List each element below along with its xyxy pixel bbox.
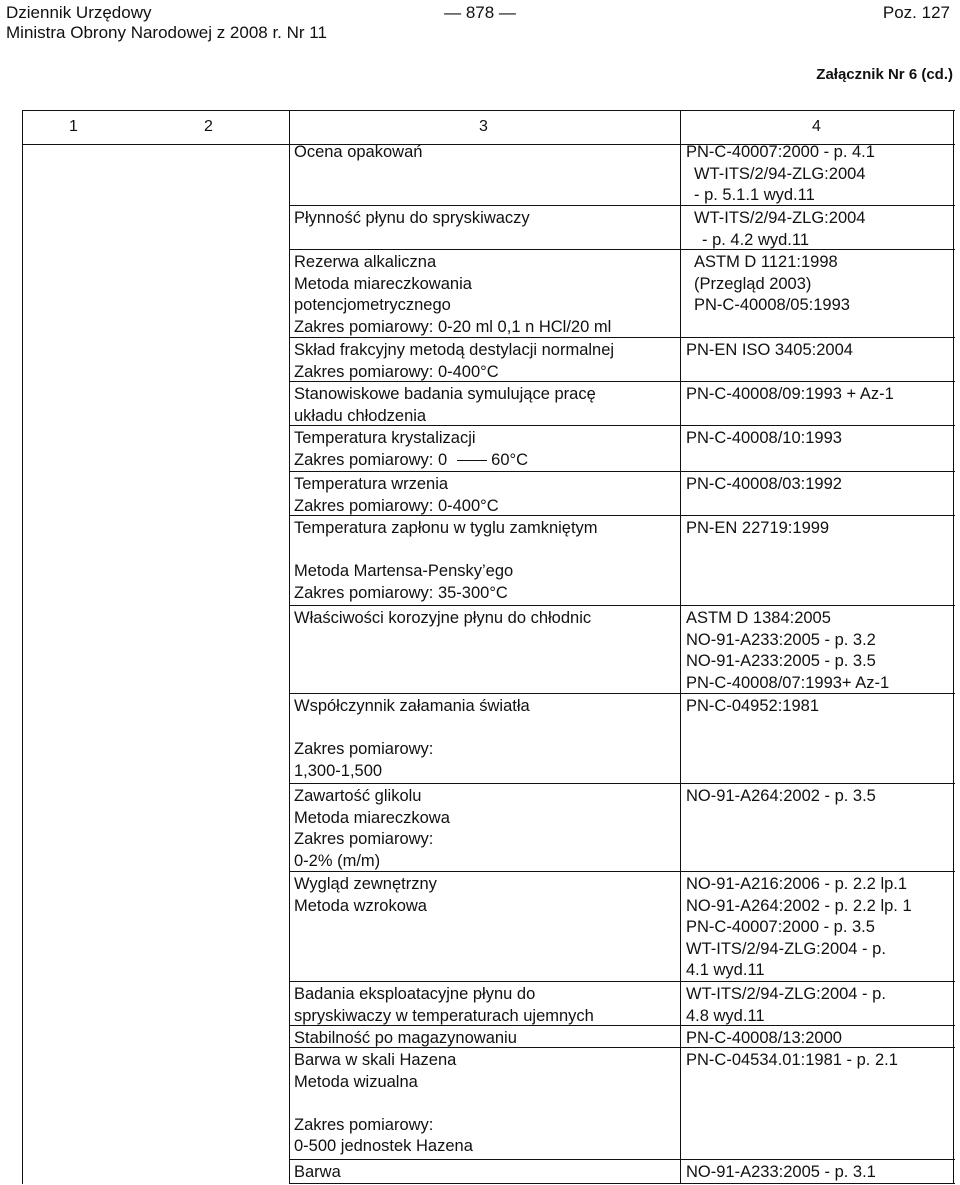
blank-line (294, 1093, 473, 1115)
description-line: Zakres pomiarowy: 0-400°C (294, 496, 499, 515)
test-description-cell (294, 1050, 473, 1158)
standard-line: PN-EN 22719:1999 (686, 519, 830, 537)
column-number-3: 3 (479, 118, 488, 135)
description-line: Rezerwa alkaliczna (294, 253, 437, 271)
range-lower-value: Zakres pomiarowy: 0 (294, 450, 448, 469)
test-description-cell (294, 874, 437, 917)
journal-title: Dziennik Urzędowy (6, 3, 152, 22)
row-separator (289, 871, 955, 872)
description-line: Zawartość glikolu (294, 787, 422, 805)
description-line: Wygląd zewnętrzny (294, 875, 437, 893)
description-line: Właściwości korozyjne płynu do chłodnic (294, 609, 592, 627)
standard-line: PN-C-40008/03:1992 (686, 475, 842, 493)
description-line: Zakres pomiarowy: (294, 830, 434, 848)
standard-line: WT-ITS/2/94-ZLG:2004 - p. (686, 939, 886, 958)
test-description-cell (294, 384, 596, 427)
description-line: 1,300-1,500 (294, 761, 383, 780)
standard-line: ASTM D 1121:1998 (694, 253, 838, 271)
standard-reference-cell (686, 874, 912, 982)
row-separator (289, 425, 955, 426)
description-line: Stabilność po magazynowaniu (294, 1029, 517, 1047)
description-line: Stanowiskowe badania symulujące pracę (294, 385, 596, 403)
standard-reference-cell (686, 608, 889, 694)
test-description-cell (294, 518, 598, 604)
position-number: Poz. 127 (882, 3, 950, 22)
standards-table (22, 110, 955, 1184)
standard-reference-cell (686, 518, 829, 540)
standard-line: NO-91-A216:2006 - p. 2.2 lp.1 (686, 875, 908, 893)
standard-reference-cell (686, 208, 865, 251)
standard-line: PN-C-40008/09:1993 + Az-1 (686, 385, 894, 403)
ministry-line: Ministra Obrony Narodowej z 2008 r. Nr 11 (6, 23, 327, 42)
description-line: Współczynnik załamania światła (294, 697, 530, 715)
standard-line: NO-91-A233:2005 - p. 3.2 (686, 630, 876, 649)
standard-line: PN-C-40008/10:1993 (686, 429, 842, 447)
table-left-border (22, 110, 23, 1184)
description-line: Temperatura zapłonu w tyglu zamkniętym (294, 519, 598, 537)
row-separator (289, 783, 955, 784)
description-line: Metoda wzrokowa (294, 896, 427, 915)
row-separator (289, 1025, 955, 1026)
description-line: układu chłodzenia (294, 406, 427, 425)
row-separator (289, 337, 955, 338)
row-separator (289, 693, 955, 694)
row-separator (289, 1159, 955, 1160)
description-line: Zakres pomiarowy: 0-20 ml 0,1 n HCl/20 ml (294, 317, 612, 336)
standard-line: PN-C-40008/05:1993 (694, 296, 850, 314)
table-right-border (953, 110, 954, 1184)
description-line: Metoda miareczkowania (294, 274, 472, 293)
standard-reference-cell (686, 1162, 876, 1184)
row-separator (289, 205, 955, 206)
description-line: Zakres pomiarowy: (294, 740, 434, 758)
page-number: — 878 — (444, 3, 516, 22)
standard-reference-cell (686, 786, 876, 808)
standard-line: 4.1 wyd.11 (686, 961, 765, 979)
test-description-cell (294, 984, 594, 1027)
description-line: Ocena opakowań (294, 143, 423, 161)
description-line: Metoda miareczkowa (294, 808, 450, 827)
description-line: Temperatura wrzenia (294, 475, 449, 493)
description-line: Metoda Martensa-Pensky’ego (294, 562, 514, 580)
description-line: 0-500 jednostek Hazena (294, 1137, 473, 1155)
test-description-cell (294, 428, 528, 471)
description-line: Skład frakcyjny metodą destylacji normalnej (294, 341, 615, 359)
table-top-border (22, 110, 955, 111)
standard-line: PN-C-40008/07:1993+ Az-1 (686, 673, 890, 692)
description-line: 0-2% (m/m) (294, 851, 381, 870)
standard-line: WT-ITS/2/94-ZLG:2004 (694, 164, 866, 183)
test-description-cell (294, 696, 530, 782)
standard-line: PN-C-40007:2000 - p. 3.5 (686, 918, 875, 936)
standard-reference-cell (686, 1050, 898, 1072)
row-separator (289, 981, 955, 982)
test-description-cell (294, 340, 614, 383)
range-dash (457, 460, 487, 461)
standard-reference-cell (686, 984, 886, 1027)
standard-line: NO-91-A264:2002 - p. 3.5 (686, 787, 876, 805)
attachment-label: Załącznik Nr 6 (cd.) (816, 66, 953, 83)
standard-line: ASTM D 1384:2005 (686, 609, 831, 627)
standard-reference-cell (686, 384, 894, 406)
standard-line: PN-C-40008/13:2000 (686, 1029, 842, 1047)
test-description-cell (294, 208, 530, 230)
description-line: Zakres pomiarowy: 35-300°C (294, 583, 508, 602)
description-line: Barwa w skali Hazena (294, 1051, 457, 1069)
standard-reference-cell (686, 474, 842, 496)
standard-line: WT-ITS/2/94-ZLG:2004 (694, 209, 866, 227)
description-line: potencjometrycznego (294, 296, 451, 314)
standard-line: 4.8 wyd.11 (686, 1006, 765, 1025)
row-separator (289, 515, 955, 516)
blank-line (294, 540, 598, 562)
test-description-cell (294, 1162, 341, 1184)
test-description-cell (294, 786, 450, 872)
standard-reference-cell (686, 142, 875, 207)
column-number-1: 1 (69, 118, 78, 135)
range-upper-value: 60°C (491, 450, 529, 469)
test-description-cell (294, 474, 499, 517)
row-separator (289, 1047, 955, 1048)
description-line: Temperatura krystalizacji (294, 429, 476, 447)
standard-line: - p. 5.1.1 wyd.11 (694, 186, 815, 204)
standard-line: PN-C-04534.01:1981 - p. 2.1 (686, 1051, 898, 1069)
standard-reference-cell (686, 428, 842, 450)
standard-line: - p. 4.2 wyd.11 (702, 230, 810, 249)
description-line: Zakres pomiarowy: 0-400°C (294, 362, 499, 381)
row-separator (289, 471, 955, 472)
description-line: Metoda wizualna (294, 1072, 418, 1091)
standard-line: PN-C-40007:2000 - p. 4.1 (686, 143, 875, 161)
test-description-cell (294, 142, 422, 164)
col-divider-2 (289, 110, 290, 1184)
description-line: Zakres pomiarowy: (294, 1115, 434, 1134)
standard-line: WT-ITS/2/94-ZLG:2004 - p. (686, 985, 886, 1003)
standard-line: NO-91-A233:2005 - p. 3.1 (686, 1163, 876, 1181)
standard-reference-cell (686, 252, 850, 317)
row-separator (289, 381, 955, 382)
description-line: spryskiwaczy w temperaturach ujemnych (294, 1006, 594, 1025)
description-line: Płynność płynu do spryskiwaczy (294, 209, 530, 227)
standard-line: PN-C-04952:1981 (686, 697, 819, 715)
description-line: Badania eksploatacyjne płynu do (294, 985, 536, 1003)
test-description-cell (294, 252, 611, 338)
column-number-2: 2 (204, 118, 213, 135)
row-separator (289, 249, 955, 250)
standard-line: (Przegląd 2003) (694, 274, 812, 293)
blank-line (294, 718, 530, 740)
column-number-4: 4 (812, 118, 821, 135)
test-description-cell (294, 608, 591, 630)
row-separator (289, 605, 955, 606)
description-line (294, 450, 528, 472)
standard-reference-cell (686, 340, 853, 362)
standard-reference-cell (686, 696, 819, 718)
col-divider-3 (680, 110, 681, 1184)
standard-line: NO-91-A233:2005 - p. 3.5 (686, 652, 876, 670)
standard-line: PN-EN ISO 3405:2004 (686, 341, 853, 359)
description-line: Barwa (294, 1163, 341, 1181)
standard-line: NO-91-A264:2002 - p. 2.2 lp. 1 (686, 896, 912, 915)
